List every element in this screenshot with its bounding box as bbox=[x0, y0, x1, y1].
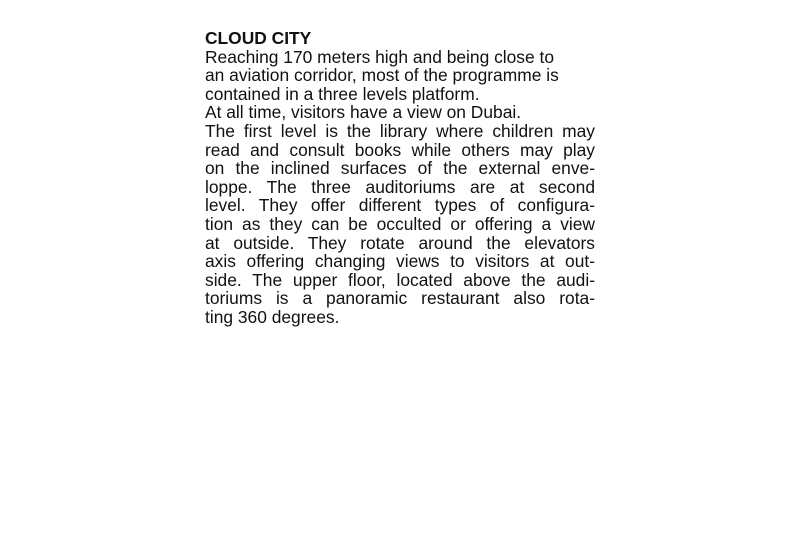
paragraph-line: read and consult books while others may play bbox=[205, 139, 595, 160]
paragraph-line: on the inclined surfaces of the external enve- bbox=[205, 158, 595, 179]
paragraph-line: Reaching 170 meters high and being close to bbox=[205, 46, 555, 67]
paragraph-line: At all time, visitors have a view on Dubai. bbox=[205, 102, 522, 123]
paragraph-line: side. The upper floor, located above the audi- bbox=[205, 269, 595, 290]
paragraph-line: an aviation corridor, most of the programme is bbox=[205, 65, 559, 86]
paragraph-line: level. They offer different types of configura- bbox=[205, 195, 595, 216]
document-title: CLOUD CITY bbox=[205, 28, 312, 48]
paragraph-line: toriums is a panoramic restaurant also rota- bbox=[205, 288, 595, 309]
paragraph-line: loppe. The three auditoriums are at second bbox=[205, 176, 595, 197]
paragraph-line: ting 360 degrees. bbox=[205, 306, 340, 327]
paragraph-line: tion as they can be occulted or offering a view bbox=[205, 213, 595, 234]
text-block bbox=[205, 29, 595, 327]
paragraph-line: at outside. They rotate around the elevators bbox=[205, 232, 595, 253]
paragraph-line: axis offering changing views to visitors at out- bbox=[205, 251, 595, 272]
paragraph-line: contained in a three levels platform. bbox=[205, 83, 480, 104]
paragraph-line: The first level is the library where children may bbox=[205, 120, 595, 141]
